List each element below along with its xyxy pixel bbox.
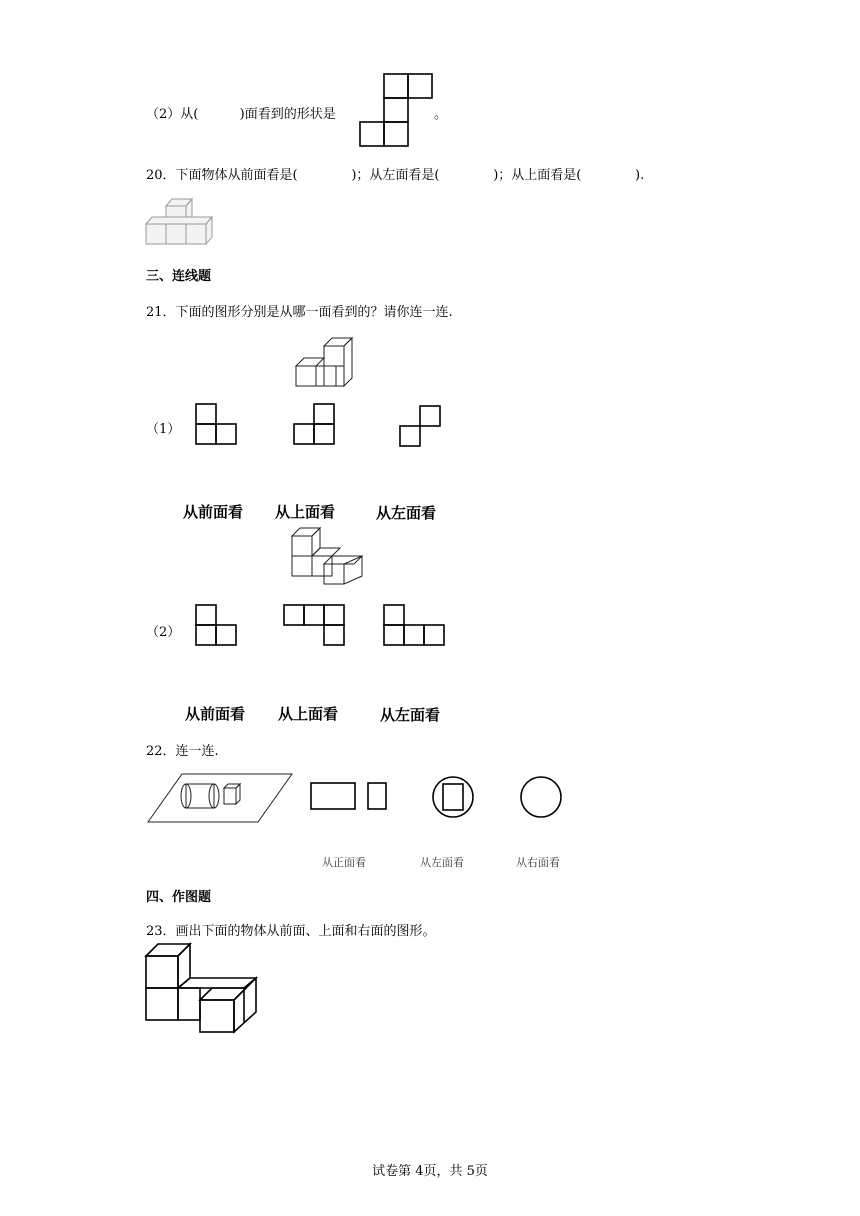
q21-part2-label: （2） <box>146 625 181 640</box>
q19-shape-figure <box>358 72 438 148</box>
q22-text: 22．连一连. <box>146 744 219 759</box>
q22-view-rectangle-wide <box>309 781 357 811</box>
q21-part1-view-c <box>398 404 444 450</box>
q23-text: 23．画出下面的物体从前面、上面和右面的图形。 <box>146 924 436 939</box>
q22-view-circle <box>518 774 564 820</box>
q21-part2-view-b <box>282 603 348 649</box>
q19-suffix: )面看到的形状是 <box>239 107 336 122</box>
q21-part1-view-label-1: 从前面看 <box>183 503 244 521</box>
q21-part2-view-label-2: 从上面看 <box>278 705 339 723</box>
q22-view-label-3: 从右面看 <box>516 856 560 869</box>
section3-title: 三、连线题 <box>146 269 212 284</box>
q21-part2-view-label-1: 从前面看 <box>185 705 246 723</box>
q21-text: 21．下面的图形分别是从哪一面看到的？请你连一连. <box>146 305 453 320</box>
q19-part2-line <box>146 103 336 122</box>
q21-part1-view-label-2: 从上面看 <box>275 503 336 521</box>
q21-part2-view-a <box>194 603 240 649</box>
q21-part1-view-b <box>292 402 338 448</box>
q21-part2-view-label-3: 从左面看 <box>380 706 441 724</box>
q20-text: 20．下面物体从前面看是( )；从左面看是( )；从上面看是( ). <box>146 168 645 183</box>
q21-part2-view-c <box>382 603 448 649</box>
q22-view-label-2: 从左面看 <box>420 856 464 869</box>
q19-prefix: （2）从( <box>146 107 199 122</box>
q19-end: 。 <box>434 107 448 122</box>
q21-part1-object <box>294 332 358 390</box>
q22-view-circle-with-rect <box>430 774 476 820</box>
q21-part2-object <box>290 528 366 588</box>
q20-cube-figure <box>146 194 216 250</box>
q21-part1-view-a <box>194 402 240 448</box>
q22-view-label-1: 从正面看 <box>322 856 366 869</box>
section4-title: 四、作图题 <box>146 890 212 905</box>
q21-part1-view-label-3: 从左面看 <box>376 504 437 522</box>
page-footer: 试卷第 4页，共 5页 <box>372 1164 488 1179</box>
q22-view-rectangle-small <box>366 781 388 811</box>
q22-objects-figure <box>146 772 296 826</box>
q23-object-figure <box>144 942 260 1036</box>
q21-part1-label: （1） <box>146 422 181 437</box>
q19-blank <box>198 107 239 122</box>
